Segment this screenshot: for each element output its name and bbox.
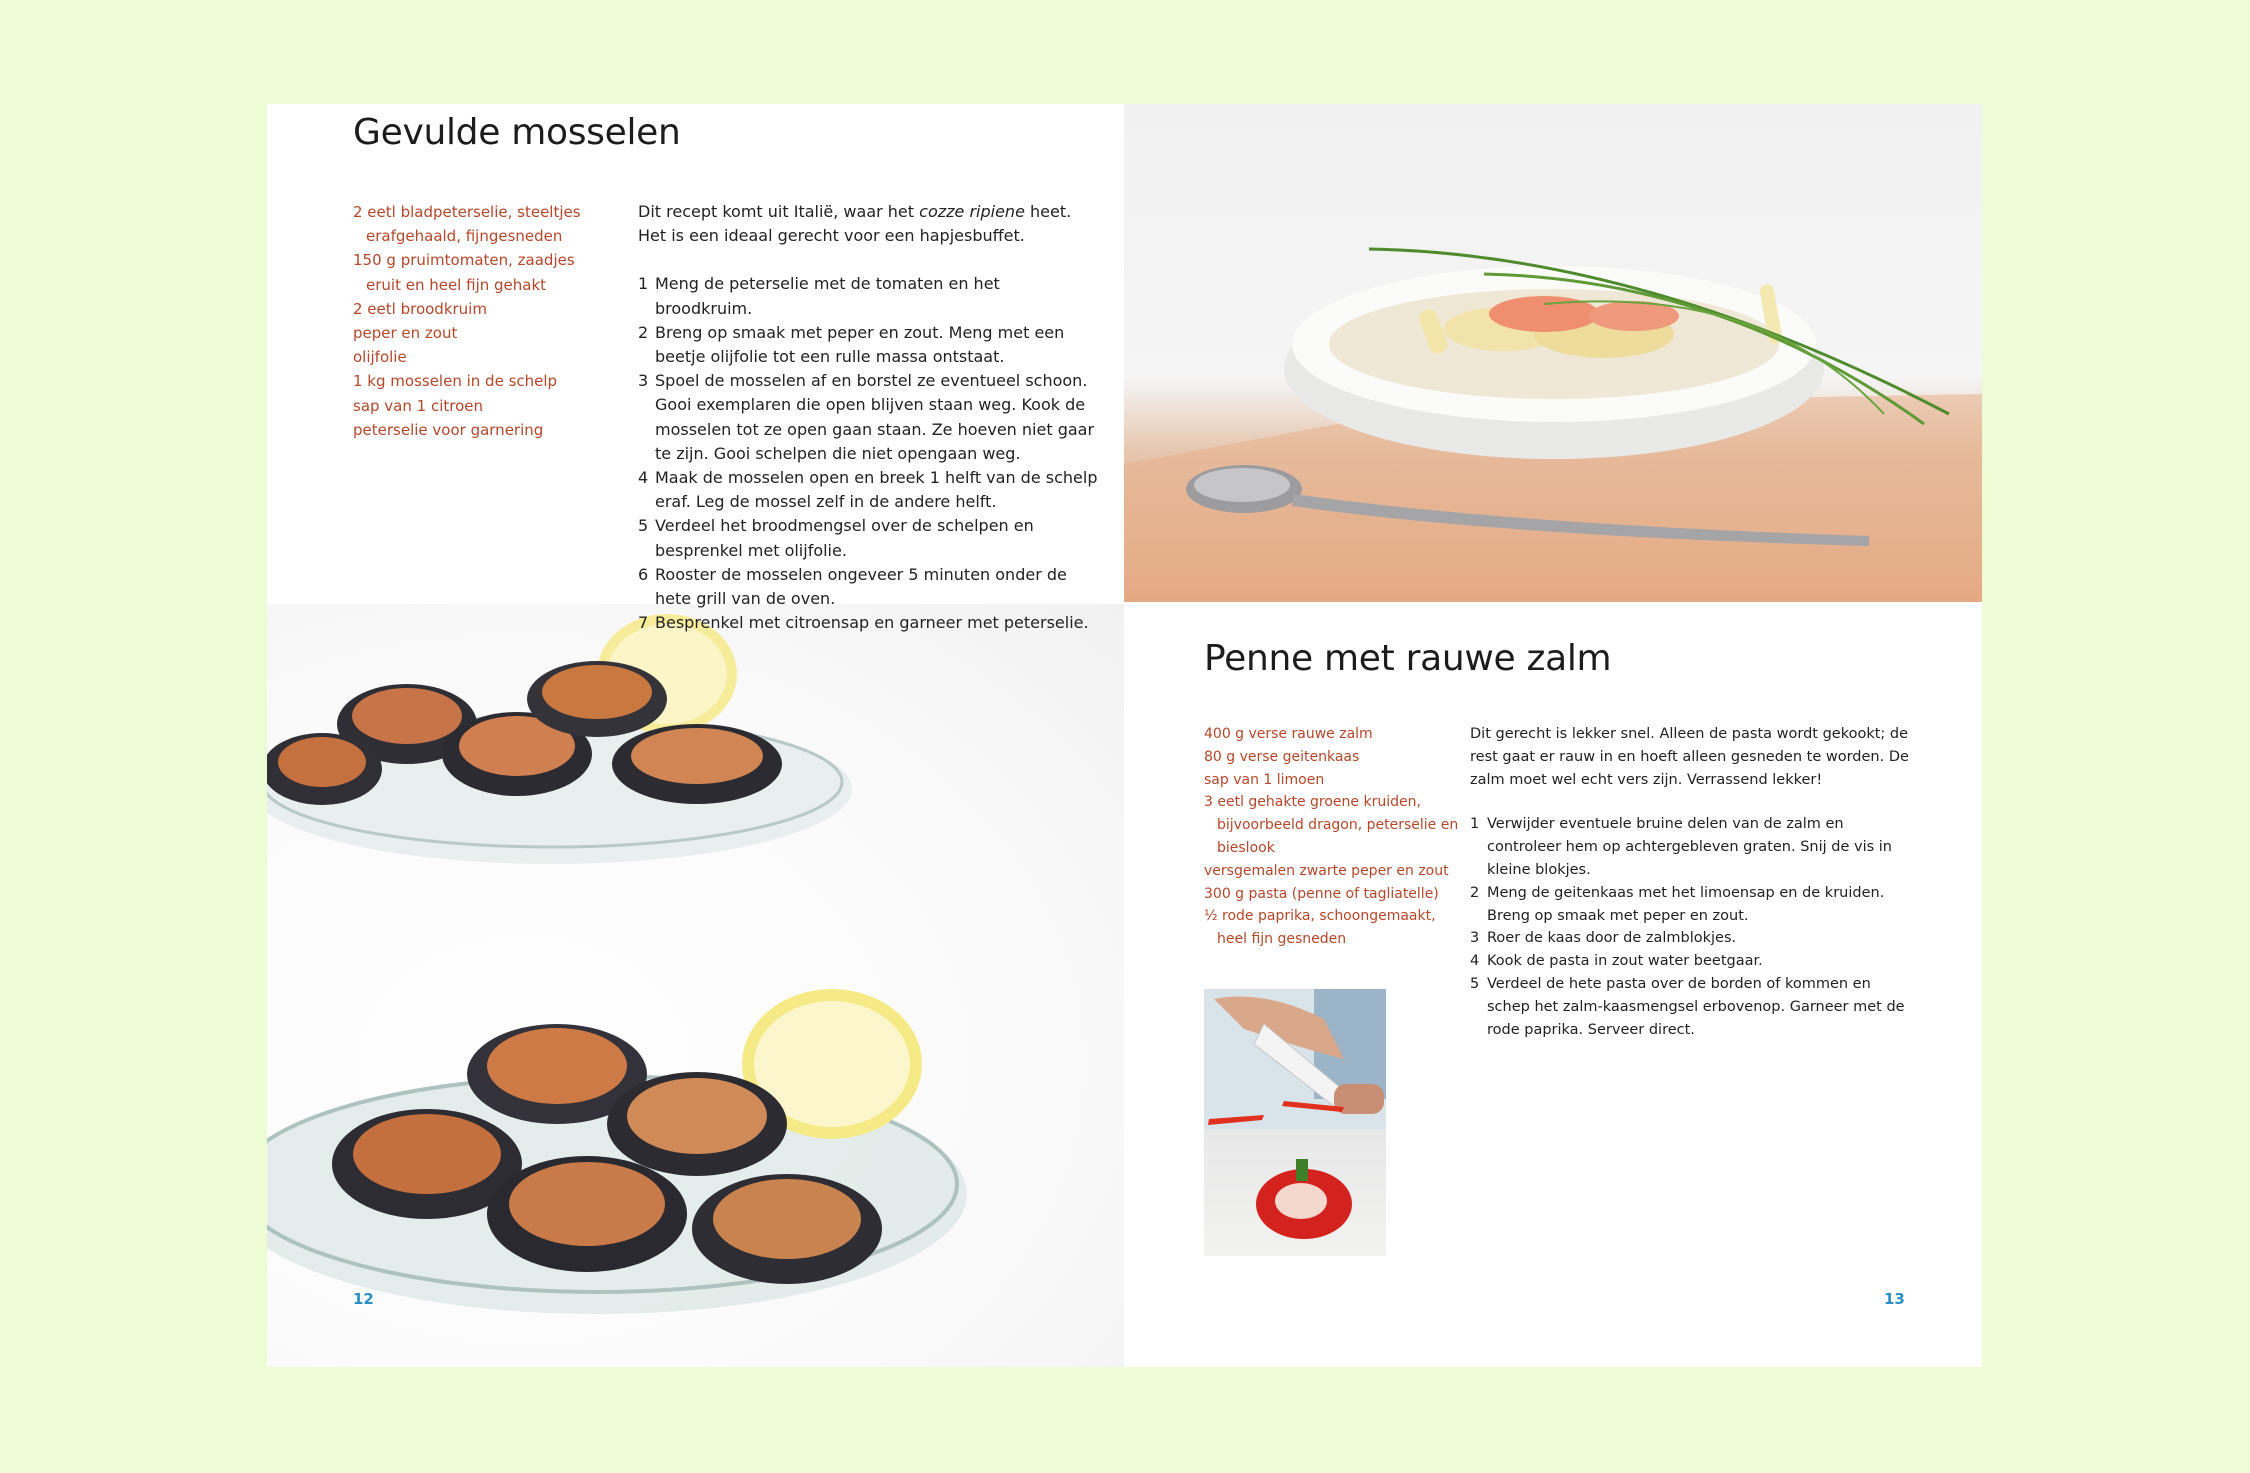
- recipe-body: [1470, 723, 1910, 1041]
- step-item: [1470, 927, 1910, 950]
- step-text: Spoel de mosselen af en borstel ze eventueel schoon. Gooi exemplaren die open blijven staan weg. Kook de mosselen tot ze open gaan staan. Ze hoeven niet gaar te zijn. Gooi schelpen die niet opengaan weg.: [655, 371, 1095, 463]
- step-text: Roer de kaas door de zalmblokjes.: [1487, 930, 1737, 947]
- ingredient-item: 400 g verse rauwe zalm: [1204, 726, 1373, 742]
- ingredient-item: versgemalen zwarte peper en zout: [1204, 862, 1449, 879]
- ingredient-item: 2 eetl broodkruim: [353, 299, 487, 318]
- step-text: Maak de mosselen open en breek 1 helft van de schelp eraf. Leg de mossel zelf in de andere helft.: [655, 468, 1098, 512]
- ingredient-item: peterselie voor garnering: [353, 420, 544, 439]
- step-number: 1: [638, 274, 649, 294]
- step-number: 2: [1470, 884, 1480, 901]
- step-number: 3: [1470, 930, 1480, 947]
- step-text: Meng de peterselie met de tomaten en het broodkruim.: [655, 274, 1000, 318]
- recipe-intro: Dit gerecht is lekker snel. Alleen de pasta wordt gekookt; de rest gaat er rauw in en hoeft alleen gesneden te worden. De zalm moet wel echt vers zijn. Verrassend lekker!: [1470, 726, 1909, 788]
- step-text: Meng de geitenkaas met het limoensap en de kruiden. Breng op smaak met peper en zout.: [1487, 884, 1885, 924]
- step-item: [638, 514, 1098, 562]
- step-item: [1470, 973, 1910, 1041]
- step-number: 7: [638, 613, 649, 633]
- ingredient-item: 1 kg mosselen in de schelp: [353, 372, 558, 391]
- intro-text: Dit recept komt uit Italië, waar het: [638, 202, 920, 221]
- page-number: 12: [353, 1290, 374, 1308]
- step-text: Besprenkel met citroensap en garneer met peterselie.: [655, 613, 1089, 633]
- ingredient-item: 300 g pasta (penne of tagliatelle): [1204, 885, 1439, 902]
- recipe-title: Penne met rauwe zalm: [1204, 638, 1612, 679]
- step-number: 5: [638, 516, 649, 536]
- ingredient-item: peper en zout: [353, 324, 458, 343]
- step-number: 1: [1470, 816, 1480, 833]
- recipe-title: Gevulde mosselen: [353, 112, 681, 153]
- right-page: [1124, 104, 1982, 1367]
- recipe-intro: [638, 200, 1098, 248]
- left-page: [267, 104, 1124, 1367]
- step-item: [638, 321, 1098, 369]
- step-text: Verdeel het broodmengsel over de schelpen en besprenkel met olijfolie.: [655, 516, 1034, 560]
- ingredient-item: sap van 1 citroen: [353, 396, 483, 415]
- intro-text: heet. Het is een ideaal gerecht voor een hapjesbuffet.: [638, 202, 1072, 246]
- step-item: [1470, 813, 1910, 881]
- step-text: Verwijder eventuele bruine delen van de zalm en controleer hem op achtergebleven graten. Snij de vis in kleine blokjes.: [1487, 816, 1892, 878]
- step-item: [638, 611, 1098, 635]
- ingredient-item: 80 g verse geitenkaas: [1204, 748, 1360, 765]
- ingredient-list: [353, 200, 588, 442]
- step-item: [638, 369, 1098, 466]
- recipe-body: [638, 200, 1098, 635]
- cutting-paprika-photo: [1204, 989, 1386, 1256]
- ingredient-list: [1204, 723, 1459, 951]
- step-number: 4: [638, 468, 649, 488]
- ingredient-item: 2 eetl bladpeterselie, steeltjes erafgehaald, fijngesneden: [353, 203, 581, 246]
- ingredient-item: 3 eetl gehakte groene kruiden, bijvoorbeeld dragon, peterselie en bieslook: [1204, 794, 1459, 856]
- step-item: [638, 272, 1098, 320]
- step-item: [638, 466, 1098, 514]
- ingredient-item: sap van 1 limoen: [1204, 771, 1325, 788]
- steps-list: [638, 272, 1098, 635]
- step-number: 3: [638, 371, 649, 391]
- step-text: Rooster de mosselen ongeveer 5 minuten onder de hete grill van de oven.: [655, 564, 1067, 609]
- step-item: [1470, 882, 1910, 928]
- ingredient-item: ½ rode paprika, schoongemaakt, heel fijn gesneden: [1204, 908, 1436, 948]
- step-number: 2: [638, 322, 649, 342]
- step-number: 4: [1470, 953, 1480, 970]
- steps-list: [1470, 813, 1910, 1041]
- penne-salmon-photo: [1124, 104, 1982, 602]
- step-text: Kook de pasta in zout water beetgaar.: [1487, 953, 1763, 970]
- book-spread: [267, 104, 1982, 1367]
- step-number: 6: [638, 564, 649, 584]
- step-text: Verdeel de hete pasta over de borden of kommen en schep het zalm-kaasmengsel erbovenop. Garneer met de rode paprika. Serveer direct.: [1487, 975, 1905, 1038]
- ingredient-item: olijfolie: [353, 348, 407, 367]
- step-text: Breng op smaak met peper en zout. Meng met een beetje olijfolie tot een rulle massa ontstaat.: [655, 322, 1065, 367]
- step-item: [1470, 950, 1910, 973]
- dish-name-italic: cozze ripiene: [919, 202, 1025, 221]
- step-number: 5: [1470, 975, 1480, 992]
- page-number: 13: [1884, 1290, 1905, 1308]
- step-item: [638, 563, 1098, 611]
- stuffed-mussels-photo: [267, 604, 1124, 1367]
- ingredient-item: 150 g pruimtomaten, zaadjes eruit en heel fijn gehakt: [353, 251, 575, 294]
